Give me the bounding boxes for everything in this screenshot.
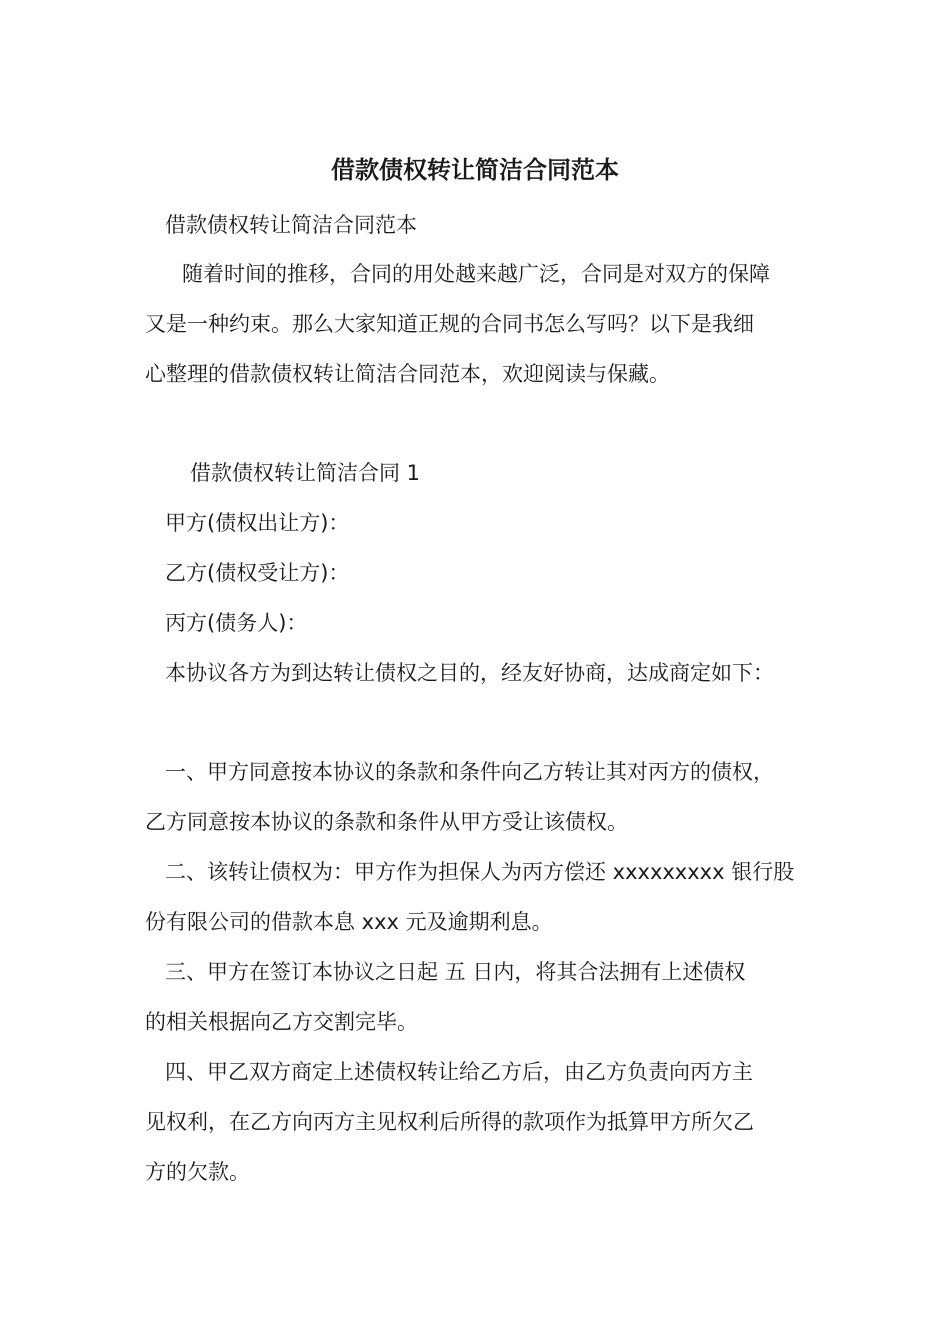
clause-line-9: 方的欠款。: [145, 1160, 250, 1184]
document-title: 借款债权转让简洁合同范本: [331, 156, 619, 184]
intro-line-3: 心整理的借款债权转让简洁合同范本，欢迎阅读与保藏。: [145, 362, 670, 386]
clause-line-4: 份有限公司的借款本息 xxx 元及逾期利息。: [145, 910, 553, 934]
intro-line-1: 随着时间的推移，合同的用处越来越广泛，合同是对双方的保障: [182, 262, 770, 286]
intro-line-2: 又是一种约束。那么大家知道正规的合同书怎么写吗？以下是我细: [145, 312, 754, 336]
clause-line-8: 见权利，在乙方向丙方主见权利后所得的款项作为抵算甲方所欠乙: [145, 1110, 754, 1134]
clause-line-5: 三、甲方在签订本协议之日起 五 日内，将其合法拥有上述债权: [165, 960, 746, 984]
clause-line-2: 乙方同意按本协议的条款和条件从甲方受让该债权。: [145, 810, 628, 834]
party-a-label: 甲方(债权出让方)：: [165, 511, 350, 535]
clause-line-7: 四、甲乙双方商定上述债权转让给乙方后，由乙方负责向丙方主: [165, 1060, 753, 1084]
party-b-label: 乙方(债权受让方)：: [165, 561, 350, 585]
party-c-label: 丙方(债务人)：: [165, 611, 308, 635]
contract-heading: 借款债权转让简洁合同 1: [190, 461, 421, 485]
preamble: 本协议各方为到达转让债权之目的，经友好协商，达成商定如下：: [165, 661, 774, 685]
clause-line-1: 一、甲方同意按本协议的条款和条件向乙方转让其对丙方的债权，: [165, 760, 774, 784]
clause-line-3: 二、该转让债权为：甲方作为担保人为丙方偿还 xxxxxxxxx 银行股: [165, 860, 795, 884]
document-subtitle: 借款债权转让简洁合同范本: [165, 213, 417, 237]
clause-line-6: 的相关根据向乙方交割完毕。: [145, 1010, 418, 1034]
